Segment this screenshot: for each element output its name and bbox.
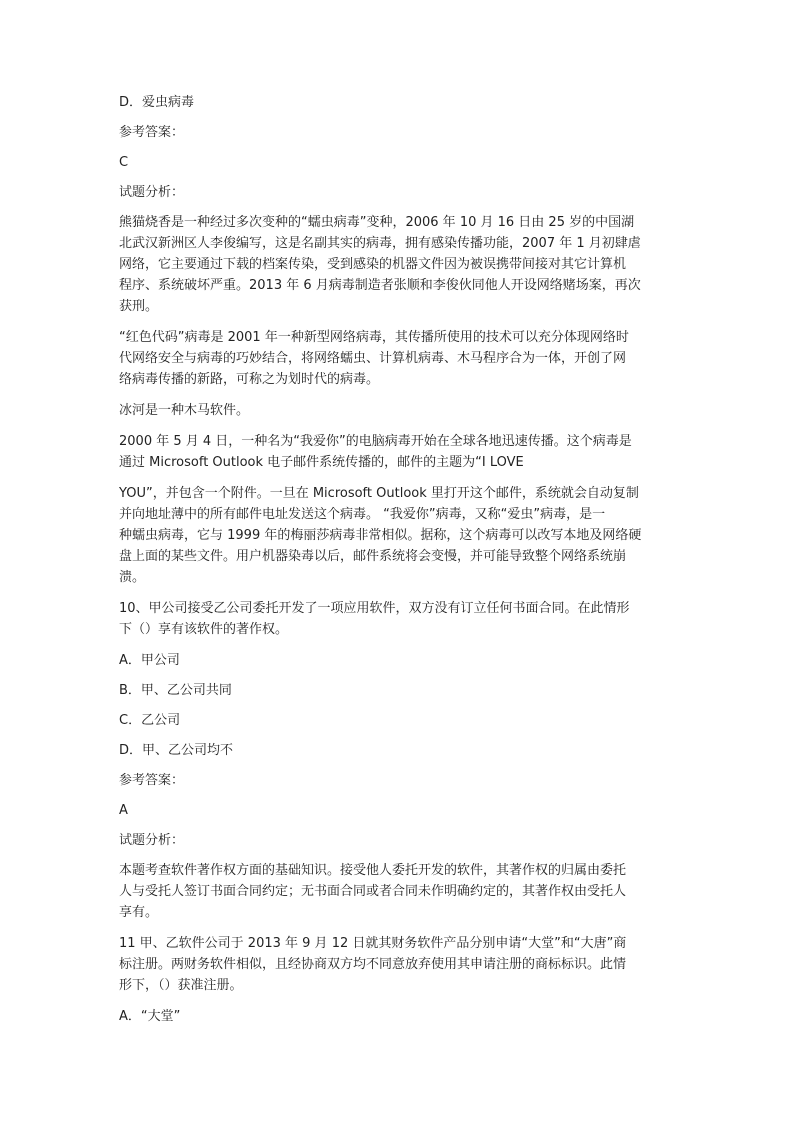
text-line: 代网络安全与病毒的巧妙结合，将网络蠕虫、计算机病毒、木马程序合为一体，开创了网 xyxy=(119,351,627,366)
text-line: 形下，（）获准注册。 xyxy=(119,978,243,993)
option-d: D．爱虫病毒 xyxy=(119,95,195,110)
analysis-paragraph xyxy=(119,400,679,421)
text-line: 网络，它主要通过下载的档案传染，受到感染的机器文件因为被误携带间接对其它计算机 xyxy=(119,257,627,272)
analysis-paragraph xyxy=(119,431,679,473)
document-page xyxy=(119,92,679,1036)
text-line: 种蠕虫病毒，它与 1999 年的梅丽莎病毒非常相似。据称，这个病毒可以改写本地及网络硬 xyxy=(119,528,642,543)
question-11 xyxy=(119,933,679,996)
text-line: 并向地址薄中的所有邮件电址发送这个病毒。 “我爱你”病毒，又称“爱虫”病毒，是一 xyxy=(119,507,606,522)
option-a: A．“大堂” xyxy=(119,1009,181,1024)
text-line: 熊猫烧香是一种经过多次变种的“蠕虫病毒”变种，2006 年 10 月 16 日由 25 岁的中国湖 xyxy=(119,215,635,230)
option-b: B．甲、乙公司共同 xyxy=(119,683,232,698)
text-line: 本题考查软件著作权方面的基础知识。接受他人委托开发的软件，其著作权的归属由委托 xyxy=(119,863,627,878)
text-line: YOU”，并包含一个附件。一旦在 Microsoft Outlook 里打开这个邮件，系统就会自动复制 xyxy=(119,486,639,501)
question-10 xyxy=(119,598,679,640)
text-line: 溃。 xyxy=(119,570,146,585)
text-line: 标注册。两财务软件相似，且经协商双方均不同意放弃使用其申请注册的商标标识。此情 xyxy=(119,957,627,972)
text-line: 获刑。 xyxy=(119,299,159,314)
analysis-paragraph xyxy=(119,860,679,923)
text-line: 程序、系统破坏严重。2013 年 6 月病毒制造者张顺和李俊伙同他人开设网络赌场案，再次 xyxy=(119,278,641,293)
text-line: 北武汉新洲区人李俊编写，这是名副其实的病毒，拥有感染传播功能，2007 年 1 月初肆虐 xyxy=(119,236,641,251)
text-line: 盘上面的某些文件。用户机器染毒以后，邮件系统将会变慢，并可能导致整个网络系统崩 xyxy=(119,549,627,564)
answer-value: A xyxy=(119,803,128,818)
text-line: 2000 年 5 月 4 日，一种名为“我爱你”的电脑病毒开始在全球各地迅速传播。这个病毒是 xyxy=(119,434,632,449)
answer-label: 参考答案： xyxy=(119,773,185,788)
analysis-paragraph xyxy=(119,327,679,390)
answer-value: C xyxy=(119,155,129,170)
text-line: 人与受托人签订书面合同约定；无书面合同或者合同未作明确约定的，其著作权由受托人 xyxy=(119,884,627,899)
text-line: 冰河是一种木马软件。 xyxy=(119,403,250,418)
analysis-paragraph xyxy=(119,212,679,317)
text-line: 享有。 xyxy=(119,905,159,920)
option-d: D．甲、乙公司均不 xyxy=(119,743,234,758)
option-c: C．乙公司 xyxy=(119,713,181,728)
text-line: 11 甲、乙软件公司于 2013 年 9 月 12 日就其财务软件产品分别申请“大堂”和“大唐”商 xyxy=(119,936,627,951)
analysis-label: 试题分析： xyxy=(119,185,185,200)
text-line: “红色代码”病毒是 2001 年一种新型网络病毒，其传播所使用的技术可以充分体现网络时 xyxy=(119,330,629,345)
answer-label: 参考答案： xyxy=(119,125,185,140)
analysis-paragraph xyxy=(119,483,679,588)
analysis-label: 试题分析： xyxy=(119,833,185,848)
text-line: 通过 Microsoft Outlook 电子邮件系统传播的，邮件的主题为“I LOVE xyxy=(119,455,524,470)
text-line: 10、甲公司接受乙公司委托开发了一项应用软件，双方没有订立任何书面合同。在此情形 xyxy=(119,601,630,616)
text-line: 下（）享有该软件的著作权。 xyxy=(119,622,289,637)
text-line: 络病毒传播的新路，可称之为划时代的病毒。 xyxy=(119,372,380,387)
option-a: A．甲公司 xyxy=(119,653,180,668)
